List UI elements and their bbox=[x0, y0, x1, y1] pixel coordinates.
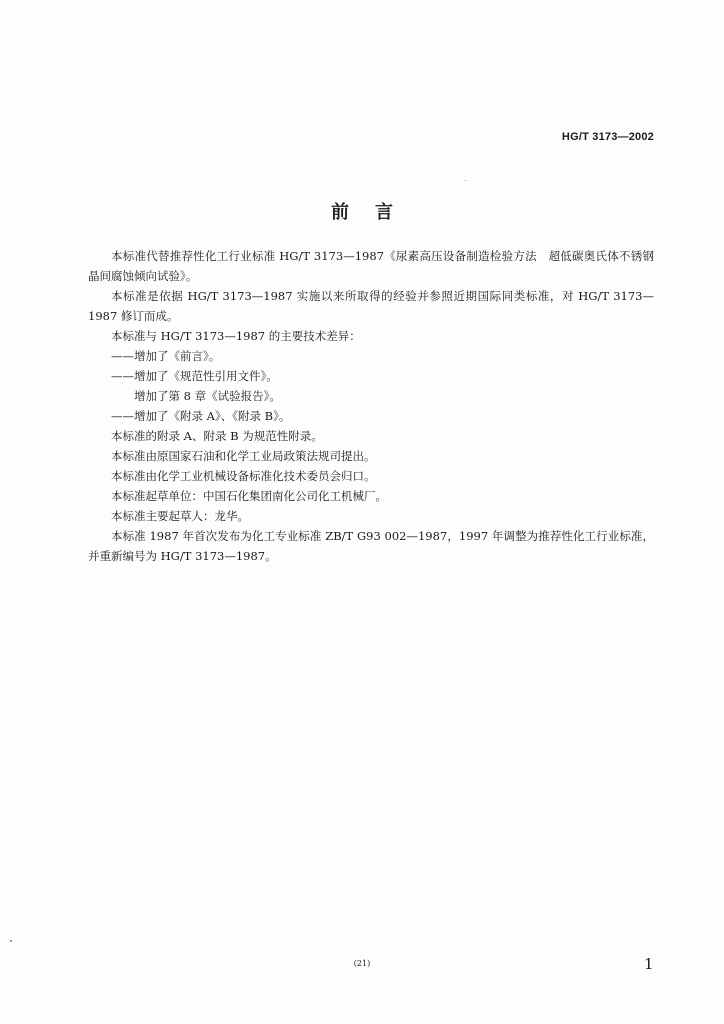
paragraph-drafters: 本标准主要起草人：龙华。 bbox=[111, 509, 249, 523]
scan-speck bbox=[10, 940, 12, 942]
footer-page-number: 1 bbox=[644, 955, 654, 973]
paragraph-annex: 本标准的附录 A、附录 B 为规范性附录。 bbox=[111, 429, 323, 443]
paragraph-history: 本标准 1987 年首次发布为化工专业标准 ZB/T G93 002—1987，1997 年调整为推荐性化工行业标准，并重新编号为 HG/T 3173—1987。 bbox=[88, 529, 654, 563]
paragraph-replaces: 本标准代替推荐性化工行业标准 HG/T 3173—1987《尿素高压设备制造检验方法 超低碳奥氏体不锈钢晶间腐蚀倾向试验》。 bbox=[88, 249, 654, 283]
preface-body bbox=[88, 246, 654, 566]
list-item: ——增加了《规范性引用文件》。 bbox=[111, 369, 278, 383]
paragraph-differences-intro: 本标准与 HG/T 3173—1987 的主要技术差异： bbox=[111, 329, 361, 343]
standard-code: HG/T 3173—2002 bbox=[561, 131, 654, 143]
page-title: 前言 bbox=[331, 202, 419, 223]
scan-speck bbox=[465, 180, 466, 181]
paragraph-proposer: 本标准由原国家石油和化学工业局政策法规司提出。 bbox=[111, 449, 376, 463]
list-item: ——增加了《前言》。 bbox=[111, 349, 221, 363]
list-item: ——增加了《附录 A》、《附录 B》。 bbox=[111, 409, 291, 423]
paragraph-committee: 本标准由化学工业机械设备标准化技术委员会归口。 bbox=[111, 469, 376, 483]
list-item: 增加了第 8 章《试验报告》。 bbox=[134, 389, 281, 403]
paragraph-drafting-unit: 本标准起草单位：中国石化集团南化公司化工机械厂。 bbox=[111, 489, 387, 503]
paragraph-basis: 本标准是依据 HG/T 3173—1987 实施以来所取得的经验并参照近期国际同类标准，对 HG/T 3173—1987 修订而成。 bbox=[88, 289, 654, 323]
footer-page-marker: (21) bbox=[353, 959, 371, 968]
